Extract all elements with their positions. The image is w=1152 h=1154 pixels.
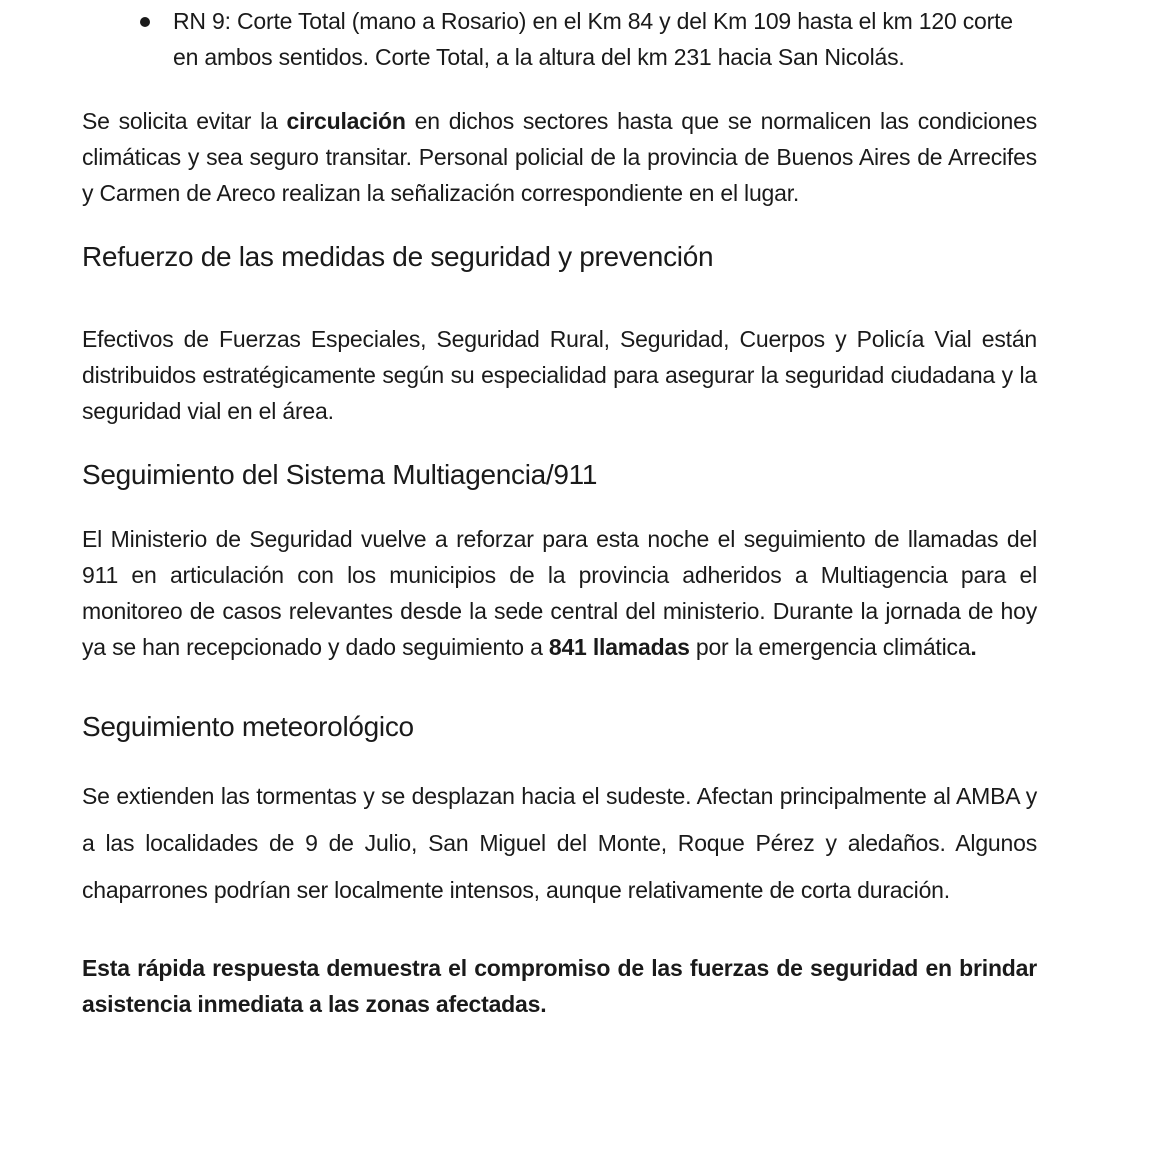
paragraph-911-text-before: El Ministerio de Seguridad vuelve a reforzar para esta noche el seguimiento de llamadas del 911 en articulación con los municipios de la provincia adheridos a Multiagencia para el monitoreo de casos relevantes desde la sede central del ministerio. Durante la jornada de hoy ya se han recepcionado y dado seguimiento a (82, 526, 1037, 660)
heading-multiagencia-911: Seguimiento del Sistema Multiagencia/911 (82, 459, 598, 490)
closing-statement: Esta rápida respuesta demuestra el compromiso de las fuerzas de seguridad en brindar asistencia inmediata a las zonas afectadas. (82, 955, 1037, 1017)
bullet-icon (140, 17, 150, 27)
calls-count-bold: 841 llamadas (548, 634, 690, 660)
list-item-text: RN 9: Corte Total (mano a Rosario) en el Km 84 y del Km 109 hasta el km 120 corte en ambos sentidos. Corte Total, a la altura del km 231 hacia San Nicolás. (173, 8, 1013, 70)
document-page (82, 0, 1037, 1022)
paragraph-refuerzo: Efectivos de Fuerzas Especiales, Seguridad Rural, Seguridad, Cuerpos y Policía Vial están distribuidos estratégicamente según su especialidad para asegurar la seguridad ciudadana y la seguridad vial en el área. (82, 326, 1037, 424)
paragraph-911-period: . (970, 634, 977, 660)
paragraph-multiagencia-911 (82, 521, 1037, 665)
list-item (82, 0, 1037, 75)
intro-text-after: en dichos sectores hasta que se normalicen las condiciones climáticas y sea seguro transitar. Personal policial de la provincia de Buenos Aires de Arrecifes y Carmen de Areco realizan la señalización correspondiente en el lugar. (82, 108, 1037, 206)
intro-bold-circulacion: circulación (286, 108, 406, 134)
road-closures-list (82, 0, 1037, 75)
intro-paragraph (82, 103, 1037, 211)
paragraph-911-text-after: por la emergencia climática (689, 634, 971, 660)
heading-meteorologico: Seguimiento meteorológico (82, 711, 414, 742)
heading-refuerzo: Refuerzo de las medidas de seguridad y prevención (82, 241, 714, 272)
intro-text-before: Se solicita evitar la (82, 108, 287, 134)
paragraph-meteorologico: Se extienden las tormentas y se desplazan hacia el sudeste. Afectan principalmente al AMBA y a las localidades de 9 de Julio, San Miguel del Monte, Roque Pérez y aledaños. Algunos chaparrones podrían ser localmente intensos, aunque relativamente de corta duración. (82, 783, 1037, 903)
